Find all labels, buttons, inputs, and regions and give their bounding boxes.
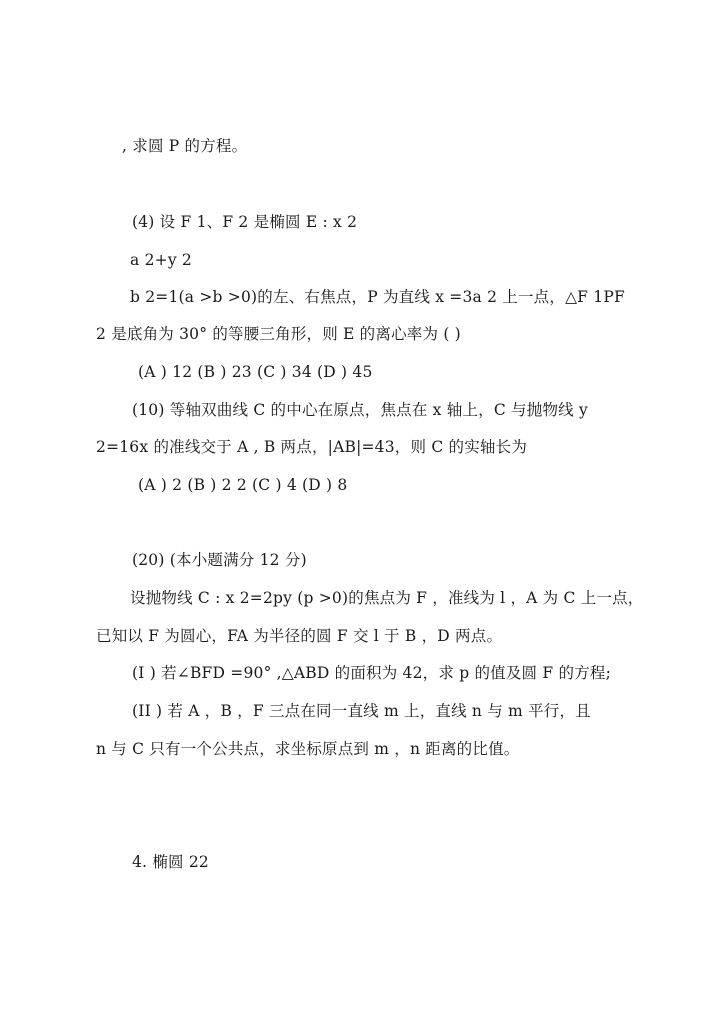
text-line-14: (II ) 若 A ，B ，F 三点在同一直线 m 上，直线 n 与 m 平行，且 [132, 702, 591, 720]
text-line-3: a 2+y 2 [130, 251, 192, 269]
text-line-13: (I ) 若∠BFD =90° ,△ABD 的面积为 42，求 p 的值及圆 F 的方程; [132, 664, 611, 682]
text-line-6: (A ) 12 (B ) 23 (C ) 34 (D ) 45 [138, 363, 373, 381]
text-line-2: (4) 设 F 1、F 2 是椭圆 E : x 2 [132, 213, 358, 231]
text-line-1: , 求圆 P 的方程。 [122, 137, 248, 155]
text-line-12: 已知以 F 为圆心，FA 为半径的圆 F 交 l 于 B ，D 两点。 [96, 627, 503, 645]
text-line-5: 2 是底角为 30° 的等腰三角形，则 E 的离心率为 ( ) [96, 325, 461, 343]
text-line-10: (20) (本小题满分 12 分) [132, 551, 307, 569]
text-line-7: (10) 等轴双曲线 C 的中心在原点，焦点在 x 轴上，C 与抛物线 y [132, 401, 588, 419]
text-line-16: 4. 椭圆 22 [132, 853, 209, 871]
text-line-8: 2=16x 的准线交于 A , B 两点，|AB|=43，则 C 的实轴长为 [96, 438, 528, 456]
text-line-9: (A ) 2 (B ) 2 2 (C ) 4 (D ) 8 [138, 476, 348, 494]
text-line-11: 设抛物线 C : x 2=2py (p >0)的焦点为 F ，准线为 l ，A 为 C 上一点， [130, 589, 644, 607]
text-line-4: b 2=1(a >b >0)的左、右焦点，P 为直线 x =3a 2 上一点，△F 1PF [130, 288, 625, 306]
text-line-15: n 与 C 只有一个公共点，求坐标原点到 m ，n 距离的比值。 [96, 740, 520, 758]
